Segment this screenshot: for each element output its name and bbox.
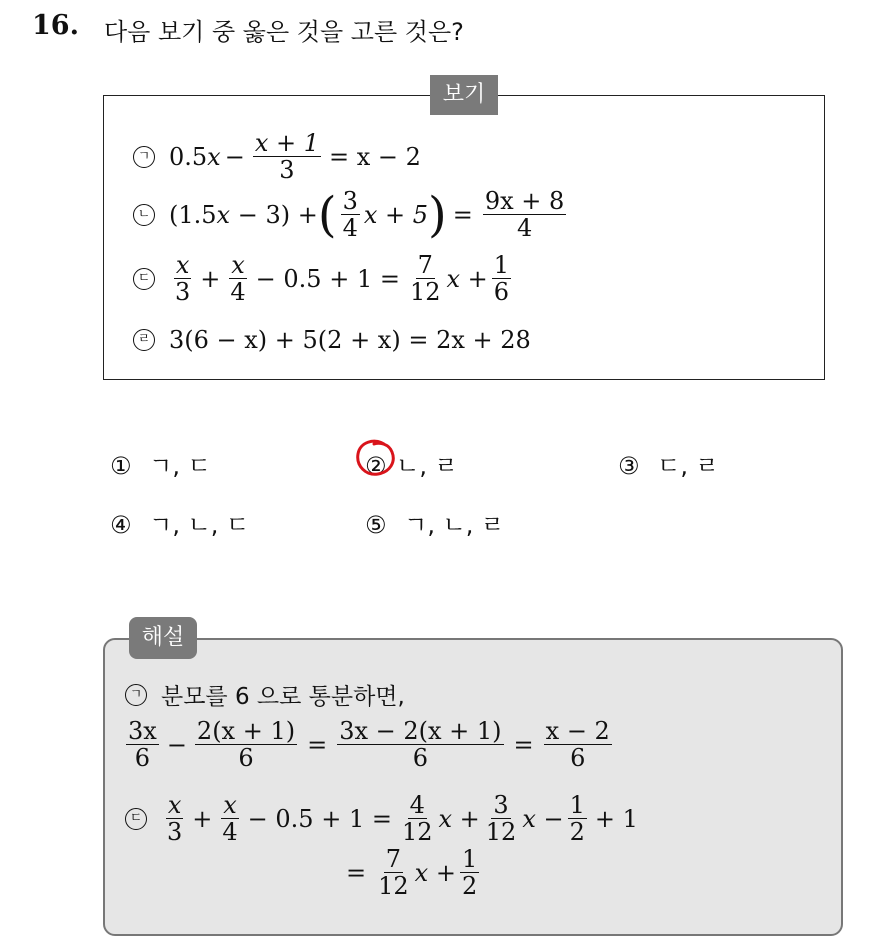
fraction	[126, 718, 159, 771]
denominator: 4	[342, 214, 358, 242]
item-marker: ㄱ	[125, 684, 147, 706]
choice-4[interactable]	[110, 505, 249, 540]
item-marker: ㄱ	[133, 146, 155, 168]
solution-text: 분모를 6 으로 통분하면,	[161, 684, 405, 710]
fraction	[460, 846, 479, 899]
choice-number: ④	[110, 511, 132, 539]
fraction	[544, 718, 612, 771]
bogi-item-4	[133, 326, 531, 354]
operator: =	[307, 730, 328, 759]
numerator: x	[175, 251, 190, 279]
item-marker: ㄷ	[133, 268, 155, 290]
fraction	[195, 718, 297, 771]
numerator: 1	[461, 845, 478, 873]
denominator: 6	[238, 744, 254, 772]
numerator: 3x − 2(x + 1)	[339, 717, 502, 745]
solution-line-1	[125, 678, 405, 711]
operator: −	[224, 142, 245, 171]
choice-1[interactable]	[110, 446, 211, 481]
term: 0.5	[169, 142, 208, 171]
operator: +	[200, 264, 221, 293]
denominator: 6	[134, 744, 151, 772]
numerator: 3x	[128, 717, 157, 745]
numerator: 9x + 8	[484, 187, 565, 215]
var: x	[207, 142, 221, 171]
choice-text: ㄴ, ㄹ	[396, 452, 458, 480]
fraction	[165, 792, 184, 845]
question-number: 16.	[32, 10, 79, 41]
fraction	[341, 188, 360, 241]
choice-3[interactable]	[618, 446, 719, 481]
item-marker: ㄹ	[133, 329, 155, 351]
numerator: 7	[417, 251, 433, 279]
term: x −	[522, 804, 564, 833]
fraction	[337, 718, 503, 771]
fraction	[408, 252, 443, 305]
denominator: 12	[378, 872, 409, 900]
denominator: 4	[222, 818, 238, 846]
choice-number: ⑤	[365, 511, 387, 539]
solution-eq-1	[122, 718, 616, 771]
fraction	[568, 792, 587, 845]
fraction	[253, 130, 321, 183]
solution-eq-2	[125, 792, 638, 845]
denominator: 12	[485, 818, 517, 846]
choice-number: ③	[618, 452, 640, 480]
numerator: x	[231, 251, 245, 279]
fraction	[376, 846, 411, 899]
operator: =	[513, 730, 534, 759]
term: x +	[438, 804, 480, 833]
operator: =	[452, 200, 473, 229]
operator: +	[192, 804, 213, 833]
denominator: 6	[570, 744, 586, 772]
right-paren: )	[428, 186, 447, 243]
numerator: x	[167, 791, 182, 819]
var: x	[216, 200, 231, 229]
denominator: 12	[409, 278, 441, 306]
numerator: x − 2	[545, 717, 610, 745]
choice-5[interactable]	[365, 505, 504, 540]
numerator: 2(x + 1)	[196, 717, 296, 745]
numerator: 1	[493, 251, 510, 279]
denominator: 3	[167, 818, 183, 846]
denominator: 6	[412, 744, 429, 772]
bogi-item-3	[133, 252, 515, 305]
fraction	[492, 252, 511, 305]
choice-number: ①	[110, 452, 132, 480]
operator: −	[166, 730, 187, 759]
choice-text: ㄷ, ㄹ	[657, 452, 719, 480]
term: − 3) +	[230, 200, 318, 229]
bogi-item-2	[133, 188, 570, 241]
fraction	[173, 252, 192, 305]
fraction	[220, 792, 239, 845]
fraction	[228, 252, 247, 305]
choice-text: ㄱ, ㄴ, ㄷ	[149, 511, 250, 539]
numerator: 4	[409, 791, 425, 819]
answer-circle-mark	[354, 438, 398, 478]
term: (1.5	[169, 200, 217, 229]
term: x +	[414, 858, 456, 887]
denominator: 3	[279, 156, 295, 184]
fraction	[484, 792, 519, 845]
question-text: 다음 보기 중 옳은 것을 고른 것은?	[104, 18, 464, 46]
numerator: x	[223, 791, 237, 819]
term: − 0.5 + 1 =	[255, 264, 400, 293]
denominator: 6	[493, 278, 510, 306]
term: x + 5	[363, 200, 429, 229]
left-paren: (	[317, 186, 337, 243]
fraction	[400, 792, 435, 845]
fraction	[483, 188, 566, 241]
item-marker: ㄴ	[133, 204, 155, 226]
bogi-item-1	[133, 130, 421, 183]
term: = x − 2	[329, 142, 421, 171]
denominator: 3	[175, 278, 191, 306]
denominator: 4	[230, 278, 246, 306]
operator: =	[346, 858, 367, 887]
choice-text: ㄱ, ㄴ, ㄹ	[404, 511, 505, 539]
denominator: 2	[569, 818, 585, 846]
denominator: 12	[401, 818, 433, 846]
solution-eq-3	[346, 846, 483, 899]
numerator: 3	[493, 791, 509, 819]
numerator: 7	[385, 845, 402, 873]
solution-tag: 해설	[129, 617, 197, 659]
term: − 0.5 + 1 =	[247, 804, 392, 833]
bogi-tag: 보기	[430, 75, 498, 115]
numerator: 3	[342, 187, 358, 215]
numerator: x + 1	[254, 129, 319, 157]
choice-number: ②	[365, 452, 387, 480]
item-marker: ㄷ	[125, 808, 147, 830]
equation: 3(6 − x) + 5(2 + x) = 2x + 28	[169, 326, 531, 354]
denominator: 2	[461, 872, 478, 900]
numerator: 1	[569, 791, 585, 819]
choice-text: ㄱ, ㄷ	[149, 452, 211, 480]
term: + 1	[594, 804, 638, 833]
denominator: 4	[516, 214, 533, 242]
term: x +	[446, 264, 488, 293]
